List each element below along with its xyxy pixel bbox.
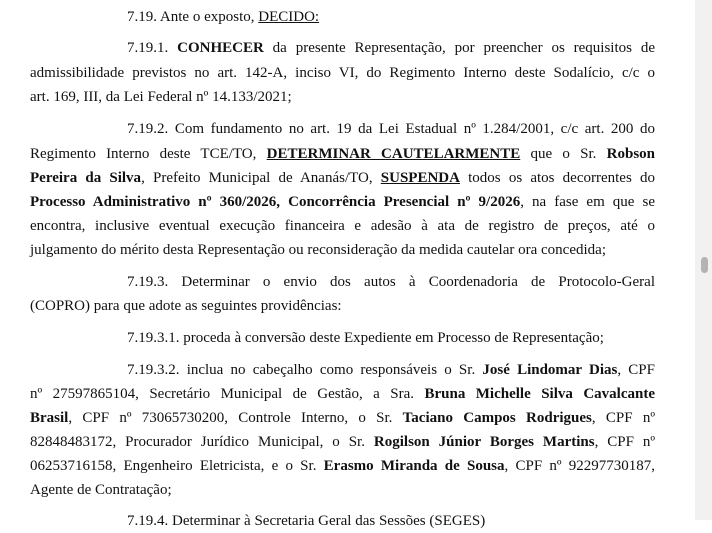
person-name: Taciano Campos Rodrigues [402,410,592,426]
paragraph-7-19-4-partial: 7.19.4. Determinar à Secretaria Geral das Sessões (SEGES) [127,513,486,529]
text-span: da presente Representação, por preencher os requisitos de [263,40,656,56]
text-span: , CPF [617,362,655,378]
person-name: Erasmo Miranda de Sousa [323,458,505,474]
paragraph-7-19-3-2-line5 [30,454,655,478]
vertical-scrollbar[interactable] [695,0,712,520]
paragraph-7-19-3-line2: (COPRO) para que adote as seguintes providências: [30,298,342,314]
person-name: Brasil [30,410,69,426]
paragraph-7-19 [127,5,319,29]
text-span: 7.19. Ante o exposto, [127,9,259,25]
paragraph-7-19-1-line2: admissibilidade previstos no art. 142-A, inciso VI, do Regimento Interno deste Sodalício, c/c o [30,65,655,81]
text-span: que o Sr. [520,146,607,162]
conhecer-bold: CONHECER [177,40,264,56]
paragraph-7-19-3-2-line4 [30,430,655,454]
person-name: José Lindomar Dias [482,362,618,378]
paragraph-7-19-2-line3 [30,166,655,190]
text-span: , CPF nº [591,410,655,426]
text-span: , na fase em que se [520,194,655,210]
text-span: 7.19.3.2. inclua no cabeçalho como responsáveis o Sr. [127,362,483,378]
process-reference: Processo Administrativo nº 360/2026, Concorrência Presencial nº 9/2026 [30,194,521,210]
determinar-cautelarmente: DETERMINAR CAUTELARMENTE [266,146,521,162]
text-span: todos os atos decorrentes do [459,170,655,186]
paragraph-7-19-3-2-line1 [127,358,655,382]
person-name: Rogilson Júnior Borges Martins [373,434,595,450]
paragraph-7-19-1-line1 [127,36,655,60]
decido-heading: DECIDO: [258,9,320,25]
text-span: , CPF nº [594,434,656,450]
paragraph-7-19-3-1: 7.19.3.1. proceda à conversão deste Expediente em Processo de Representação; [127,330,604,346]
paragraph-7-19-1-line3: art. 169, III, da Lei Federal nº 14.133/2021; [30,89,292,105]
text-span: , CPF nº 92297730187, [504,458,656,474]
suspenda: SUSPENDA [380,170,460,186]
paragraph-7-19-3-2-line6: Agente de Contratação; [30,482,172,498]
scrollbar-thumb[interactable] [701,257,708,273]
paragraph-7-19-2-line2 [30,142,655,166]
person-name: Robson [606,146,655,162]
text-span: 7.19.1. [127,40,178,56]
paragraph-7-19-3-2-line2 [30,382,655,406]
paragraph-7-19-2-line6: julgamento do mérito desta Representação ou reconsideração da medida cautelar ora concedida; [30,242,606,258]
paragraph-7-19-2-line4 [30,190,655,214]
text-span: 06253716158, Engenheiro Eletricista, e o Sr. [30,458,324,474]
text-span: Regimento Interno deste TCE/TO, [30,146,267,162]
person-name: Bruna Michelle Silva Cavalcante [424,386,655,402]
text-span: 82848483172, Procurador Jurídico Municipal, o Sr. [30,434,374,450]
paragraph-7-19-3-line1: 7.19.3. Determinar o envio dos autos à Coordenadoria de Protocolo-Geral [127,274,655,290]
paragraph-7-19-2-line1: 7.19.2. Com fundamento no art. 19 da Lei Estadual nº 1.284/2001, c/c art. 200 do [127,121,655,137]
text-span: nº 27597865104, Secretário Municipal de Gestão, a Sra. [30,386,425,402]
paragraph-7-19-2-line5: encontra, inclusive eventual execução financeira e adesão à ata de registro de preços, até o [30,218,655,234]
person-name: Pereira da Silva [30,170,142,186]
text-span: , Prefeito Municipal de Ananás/TO, [141,170,381,186]
text-span: , CPF nº 73065730200, Controle Interno, o Sr. [68,410,403,426]
paragraph-7-19-3-2-line3 [30,406,655,430]
